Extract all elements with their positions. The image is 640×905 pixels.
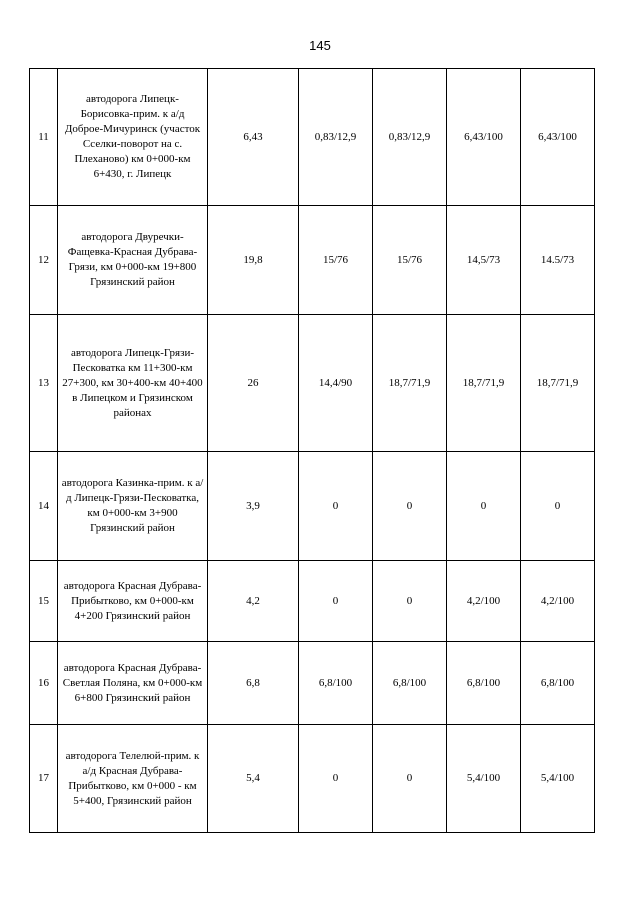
- value-cell: 0: [299, 725, 373, 833]
- value-cell: 0: [373, 561, 447, 642]
- road-length: 19,8: [208, 206, 299, 315]
- road-length: 6,8: [208, 642, 299, 725]
- road-name: автодорога Красная Дубрава-Прибытково, км 0+000-км 4+200 Грязинский район: [58, 561, 208, 642]
- value-cell: 0,83/12,9: [373, 69, 447, 206]
- table-row: [30, 315, 595, 452]
- row-number: 14: [30, 452, 58, 561]
- value-cell: 0: [447, 452, 521, 561]
- value-cell: 6,43/100: [521, 69, 595, 206]
- value-cell: 6,8/100: [521, 642, 595, 725]
- table-row: [30, 561, 595, 642]
- road-name: автодорога Липецк-Грязи-Песковатка км 11+300-км 27+300, км 30+400-км 40+400 в Липецком и Грязинском районах: [58, 315, 208, 452]
- road-length: 26: [208, 315, 299, 452]
- road-name: автодорога Красная Дубрава-Светлая Поляна, км 0+000-км 6+800 Грязинский район: [58, 642, 208, 725]
- row-number: 17: [30, 725, 58, 833]
- row-number: 11: [30, 69, 58, 206]
- value-cell: 0: [373, 725, 447, 833]
- value-cell: 0: [373, 452, 447, 561]
- value-cell: 18,7/71,9: [447, 315, 521, 452]
- road-length: 3,9: [208, 452, 299, 561]
- roads-table: [29, 68, 595, 833]
- value-cell: 0,83/12,9: [299, 69, 373, 206]
- value-cell: 14,4/90: [299, 315, 373, 452]
- road-name: автодорога Телелюй-прим. к а/д Красная Дубрава-Прибытково, км 0+000 - км 5+400, Грязинский район: [58, 725, 208, 833]
- value-cell: 14.5/73: [521, 206, 595, 315]
- value-cell: 4,2/100: [521, 561, 595, 642]
- value-cell: 0: [299, 561, 373, 642]
- road-name: автодорога Казинка-прим. к а/д Липецк-Грязи-Песковатка, км 0+000-км 3+900 Грязинский район: [58, 452, 208, 561]
- value-cell: 14,5/73: [447, 206, 521, 315]
- value-cell: 4,2/100: [447, 561, 521, 642]
- table-row: [30, 69, 595, 206]
- value-cell: 5,4/100: [521, 725, 595, 833]
- value-cell: 0: [521, 452, 595, 561]
- value-cell: 0: [299, 452, 373, 561]
- value-cell: 18,7/71,9: [521, 315, 595, 452]
- table-row: [30, 725, 595, 833]
- value-cell: 15/76: [373, 206, 447, 315]
- row-number: 13: [30, 315, 58, 452]
- value-cell: 15/76: [299, 206, 373, 315]
- value-cell: 6,43/100: [447, 69, 521, 206]
- value-cell: 18,7/71,9: [373, 315, 447, 452]
- row-number: 15: [30, 561, 58, 642]
- row-number: 16: [30, 642, 58, 725]
- road-name: автодорога Липецк-Борисовка-прим. к а/д Доброе-Мичуринск (участок Сселки-поворот на с. Плеханово) км 0+000-км 6+430, г. Липецк: [58, 69, 208, 206]
- value-cell: 6,8/100: [373, 642, 447, 725]
- value-cell: 6,8/100: [299, 642, 373, 725]
- row-number: 12: [30, 206, 58, 315]
- road-name: автодорога Двуречки-Фащевка-Красная Дубрава-Грязи, км 0+000-км 19+800 Грязинский район: [58, 206, 208, 315]
- table-row: [30, 206, 595, 315]
- table-row: [30, 452, 595, 561]
- table-row: [30, 642, 595, 725]
- value-cell: 5,4/100: [447, 725, 521, 833]
- road-length: 5,4: [208, 725, 299, 833]
- page-number: 145: [309, 38, 331, 53]
- road-length: 4,2: [208, 561, 299, 642]
- road-length: 6,43: [208, 69, 299, 206]
- value-cell: 6,8/100: [447, 642, 521, 725]
